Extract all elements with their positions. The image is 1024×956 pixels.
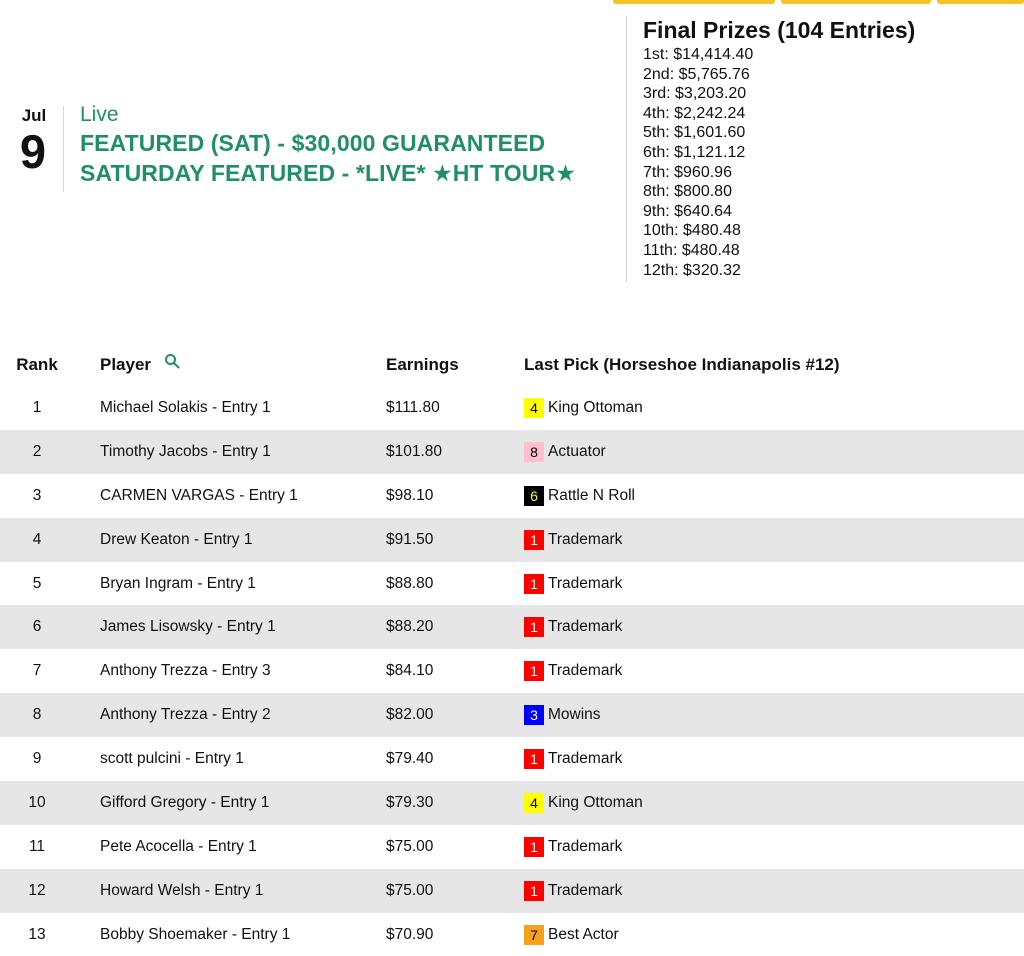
horse-name: Trademark — [548, 837, 623, 855]
last-pick-header: Last Pick (Horseshoe Indianapolis #12) — [524, 355, 840, 374]
horse-name: Best Actor — [548, 925, 619, 943]
player-cell[interactable]: Bryan Ingram - Entry 1 — [100, 574, 256, 592]
horse-name: Trademark — [548, 881, 623, 899]
player-cell[interactable]: Michael Solakis - Entry 1 — [100, 398, 271, 416]
table-row[interactable] — [0, 474, 1024, 518]
post-number-badge: 1 — [524, 661, 544, 681]
event-title-line-1: FEATURED (SAT) - $30,000 GUARANTEED — [80, 130, 546, 156]
earnings-cell: $79.40 — [386, 750, 434, 768]
last-pick — [524, 749, 622, 769]
prize-item: 1st: $14,414.40 — [643, 46, 754, 63]
player-cell[interactable]: James Lisowsky - Entry 1 — [74, 605, 386, 649]
rank-cell: 6 — [0, 605, 74, 649]
earnings-cell: $98.10 — [386, 486, 434, 504]
earnings-cell: $111.80 — [386, 398, 440, 416]
leaderboard-header-row — [0, 344, 1024, 386]
final-prizes-title: Final Prizes (104 Entries) — [643, 17, 916, 43]
rank-cell: 12 — [0, 869, 74, 913]
last-pick-cell — [524, 605, 1024, 649]
post-number-badge: 1 — [524, 837, 544, 857]
event-header — [0, 100, 620, 192]
post-number-badge: 3 — [524, 705, 544, 725]
player-cell[interactable]: Gifford Gregory - Entry 1 — [74, 781, 386, 825]
search-icon[interactable] — [164, 353, 180, 374]
last-pick-cell — [524, 825, 1024, 869]
player-cell[interactable]: Bobby Shoemaker - Entry 1 — [100, 925, 291, 943]
rank-cell: 13 — [28, 925, 46, 943]
earnings-cell: $75.00 — [386, 837, 434, 855]
prize-item: 12th: $320.32 — [643, 261, 741, 279]
horse-name: Trademark — [548, 574, 623, 592]
horse-name: Trademark — [548, 662, 623, 680]
player-cell[interactable]: Howard Welsh - Entry 1 — [74, 869, 386, 913]
last-pick — [524, 530, 622, 550]
post-number-badge: 1 — [524, 617, 544, 637]
rank-cell: 11 — [28, 837, 46, 855]
last-pick — [524, 705, 601, 725]
earnings-cell: $70.90 — [386, 925, 434, 943]
rank-header[interactable]: Rank — [16, 355, 58, 374]
prize-item: 2nd: $5,765.76 — [643, 65, 750, 83]
player-cell[interactable]: Anthony Trezza - Entry 3 — [100, 662, 271, 680]
table-row[interactable] — [0, 562, 1024, 606]
earnings-cell: $101.80 — [386, 430, 524, 474]
earnings-cell: $84.10 — [386, 662, 434, 680]
horse-name: King Ottoman — [548, 398, 643, 416]
earnings-cell: $91.50 — [386, 518, 524, 562]
top-tab[interactable] — [781, 0, 931, 4]
event-day: 9 — [19, 125, 47, 178]
last-pick-cell — [524, 693, 1024, 737]
rank-cell: 7 — [32, 662, 42, 680]
earnings-cell: $75.00 — [386, 869, 524, 913]
earnings-cell: $82.00 — [386, 693, 524, 737]
rank-cell: 4 — [0, 518, 74, 562]
event-info — [80, 102, 620, 188]
earnings-cell: $79.30 — [386, 781, 524, 825]
last-pick — [524, 617, 622, 637]
player-cell[interactable]: Drew Keaton - Entry 1 — [74, 518, 386, 562]
table-row[interactable] — [0, 869, 1024, 913]
table-row[interactable] — [0, 430, 1024, 474]
last-pick-cell — [524, 518, 1024, 562]
earnings-cell: $88.80 — [386, 574, 434, 592]
table-row[interactable] — [0, 913, 1024, 956]
prize-item: 6th: $1,121.12 — [643, 143, 746, 161]
table-row[interactable] — [0, 781, 1024, 825]
rank-cell: 8 — [0, 693, 74, 737]
last-pick — [524, 881, 622, 901]
post-number-badge: 6 — [524, 486, 544, 506]
top-tab[interactable] — [937, 0, 1024, 4]
rank-cell: 10 — [0, 781, 74, 825]
player-cell[interactable]: Anthony Trezza - Entry 2 — [74, 693, 386, 737]
horse-name: Trademark — [548, 750, 623, 768]
last-pick-cell — [524, 913, 1024, 956]
last-pick-cell — [524, 474, 1024, 518]
player-cell[interactable]: Pete Acocella - Entry 1 — [100, 837, 257, 855]
rank-cell: 3 — [32, 486, 42, 504]
last-pick — [524, 837, 622, 857]
player-cell[interactable]: scott pulcini - Entry 1 — [100, 750, 244, 768]
horse-name: Rattle N Roll — [548, 486, 635, 504]
prize-item: 4th: $2,242.24 — [643, 104, 746, 122]
prize-item: 8th: $800.80 — [643, 183, 732, 201]
post-number-badge: 1 — [524, 881, 544, 901]
final-prizes-panel — [626, 16, 1024, 282]
rank-cell: 5 — [32, 574, 42, 592]
last-pick-cell — [524, 430, 1024, 474]
last-pick-cell — [524, 562, 1024, 606]
table-row[interactable] — [0, 693, 1024, 737]
prize-item: 9th: $640.64 — [643, 202, 732, 220]
earnings-cell: $88.20 — [386, 605, 524, 649]
top-tab-bar — [0, 0, 1024, 4]
last-pick-cell — [524, 869, 1024, 913]
event-title-line-2: SATURDAY FEATURED - *LIVE* ★HT TOUR★ — [80, 160, 576, 186]
last-pick — [524, 442, 606, 462]
last-pick-cell — [524, 737, 1024, 781]
post-number-badge: 4 — [524, 793, 544, 813]
table-row[interactable] — [0, 649, 1024, 693]
rank-cell: 2 — [0, 430, 74, 474]
post-number-badge: 8 — [524, 442, 544, 462]
earnings-header[interactable]: Earnings — [386, 355, 459, 374]
prize-item: 10th: $480.48 — [643, 222, 741, 240]
event-date — [0, 106, 64, 192]
post-number-badge: 1 — [524, 530, 544, 550]
table-row[interactable] — [0, 605, 1024, 649]
post-number-badge: 4 — [524, 398, 544, 418]
table-row[interactable] — [0, 386, 1024, 430]
rank-cell: 9 — [32, 750, 42, 768]
prize-list — [643, 45, 1024, 280]
post-number-badge: 7 — [524, 925, 544, 945]
horse-name: Trademark — [548, 530, 623, 548]
horse-name: Mowins — [548, 706, 601, 724]
prize-item: 3rd: $3,203.20 — [643, 85, 747, 103]
post-number-badge: 1 — [524, 749, 544, 769]
prize-item: 7th: $960.96 — [643, 163, 732, 181]
table-row[interactable] — [0, 737, 1024, 781]
last-pick — [524, 925, 619, 945]
post-number-badge: 1 — [524, 574, 544, 594]
player-header-label: Player — [100, 355, 152, 374]
prize-item: 11th: $480.48 — [643, 241, 740, 259]
last-pick — [524, 661, 622, 681]
event-month: Jul — [21, 106, 47, 125]
last-pick — [524, 486, 635, 506]
horse-name: Trademark — [548, 618, 623, 636]
table-row[interactable] — [0, 518, 1024, 562]
last-pick-cell — [524, 386, 1024, 430]
horse-name: Actuator — [548, 442, 606, 460]
last-pick — [524, 574, 622, 594]
table-row[interactable] — [0, 825, 1024, 869]
last-pick — [524, 398, 643, 418]
player-cell[interactable]: Timothy Jacobs - Entry 1 — [74, 430, 386, 474]
player-cell[interactable]: CARMEN VARGAS - Entry 1 — [100, 486, 298, 504]
horse-name: King Ottoman — [548, 793, 643, 811]
event-status: Live — [80, 103, 119, 126]
last-pick — [524, 793, 643, 813]
rank-cell: 1 — [32, 398, 42, 416]
last-pick-cell — [524, 649, 1024, 693]
top-tab[interactable] — [613, 0, 775, 4]
player-header[interactable] — [74, 344, 386, 386]
last-pick-cell — [524, 781, 1024, 825]
leaderboard-table — [0, 344, 1024, 956]
prize-item: 5th: $1,601.60 — [643, 124, 746, 142]
